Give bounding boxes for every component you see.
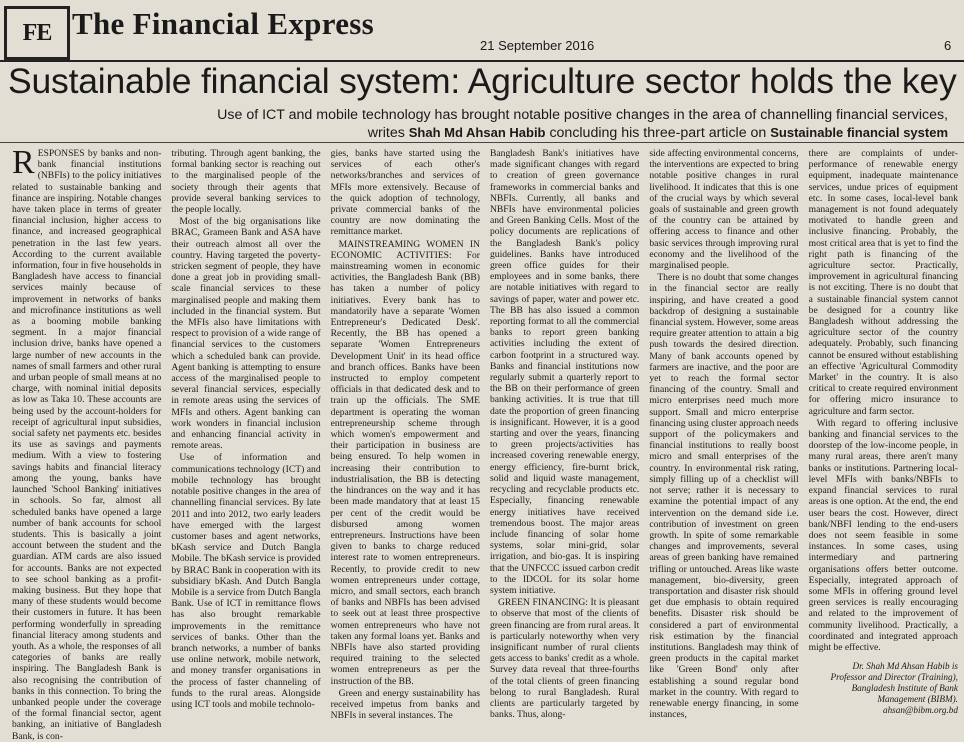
newspaper-name: The Financial Express [72, 6, 374, 41]
article-column [649, 148, 799, 721]
byline-line: ahsan@bibm.org.bd [882, 705, 958, 716]
subhead-pre: writes [367, 125, 409, 141]
article-paragraph: There is no doubt that some changes in the financial sector are really inspiring, and have created a good backdrop of designing a sustainable financial system. However, some areas require greater attention to attain a big push towards the desired direction. Many of bank accounts opened by farmers are inactive, and the poor are yet to reach the formal sector financing of the country. Small and micro enterprises need much more support. Small and micro enterprise financing using cluster approach needs support of the policymakers and financial institutions to really boost micro and small enterprises of the country. In environmental risk rating, simply filling up of a checklist will not serve; rather it is necessary to examine the potential impact of any intervention on the demand side i.e. contribution of investment on green growth. In spite of some remarkable changes and improvements, several areas of green banking have remained trifling or untouched. Areas like waste management, bio-diversity, green transportation and disaster risk should get due emphasis to obtain required benefits. Disaster risk should be considered a part of environmental risk estimation by the financial institutions. Bangladesh may think of green products in the capital market like 'Green Bond' only after establishing a sound regular bond market in the country. With regard to renewable energy financing, in some instances, [649, 272, 799, 721]
article-paragraph: side affecting environmental concerns, the interventions are expected to bring notable positive changes in rural livelihood. It indicates that this is one of the crucial ways by which several goals of sustainable and green growth of the country can be attained by offering access to finance and other basic services through improving rural economy and the livelihood of the marginalised people. [649, 148, 799, 272]
byline-line: Bangladesh Institute of Bank [851, 683, 958, 694]
article-body [12, 144, 958, 742]
subhead-line-1: Use of ICT and mobile technology has brought notable positive changes in the area of channelling financial services, [217, 107, 948, 123]
byline-line: Dr. Shah Md Ahsan Habib is [852, 661, 958, 672]
byline-line: Professor and Director (Training), [830, 672, 958, 683]
article-paragraph: gies, banks have started using the services of each other's networks/branches and services of MFIs more extensively. Because of the quick adoption of technology, private commercial banks of the country are now dominating the remittance market. [330, 148, 480, 238]
author-byline [809, 661, 958, 716]
publication-date: 21 September 2016 [480, 38, 595, 53]
subhead-topic: Sustainable financial system [770, 125, 948, 140]
article-paragraph: With regard to offering inclusive banking and financial services to the doorstep of the low-income people, in many rural areas, there aren't many banks or institutions. Partnering local-level MFIs with banks/NBFIs to expand financial services to rural areas is one option. At the end, the end user bears the cost. However, direct bank/NBFI lending to the end-users does not seem feasible in some instances. In some cases, using intermediary and partnering organisations offers better outcome. Especially, integrated approach of some MFIs in offering ground level green services is really encouraging and related to the improvement of community livelihood. Practically, a coordinated and integrated approach might be effective. [808, 417, 958, 653]
subhead-line-2 [217, 124, 948, 142]
article-subhead [217, 106, 948, 142]
newspaper-logo: FE [4, 6, 70, 60]
subhead-author: Shah Md Ahsan Habib [408, 125, 546, 140]
article-paragraph: GREEN FINANCING: It is pleasant to observe that most of the clients of green financing are from rural areas. It is particularly noteworthy when very insignificant number of rural clients gets access to banks' credit as a whole. Survey data reveal that three-fourths of the total clients of green financing belong to rural Bangladesh. Rural clients are particularly targeted by banks. Thus, along- [489, 597, 640, 721]
article-paragraph: there are complaints of under-performance of renewable energy equipment, inadequate maintenance services, undue prices of equipment etc. In some cases, local-level bank management is not found adequately motivated to handle green and inclusive financing. Probably, the most critical area that is yet to find the right path is financing of the agriculture sector. Practically, improvement in agricultural financing is not exciting. There is no doubt that a sustainable financial system cannot be designed for a country like Bangladesh without addressing the agriculture sector of the country adequately. Probably, such financing cannot be ensured without establishing an effective 'Agricultural Commodity Market' in the country. It is also critical to create required environment for offering micro insurance to agriculture and farm sector. [808, 148, 958, 417]
divider [0, 142, 964, 143]
article-column [330, 148, 480, 722]
article-paragraph: MAINSTREAMING WOMEN IN ECONOMIC ACTIVITIES: For mainstreaming women in economic activities, the Bangladesh Bank (BB) has taken a number of policy initiatives. Every bank has to mandatorily have a separate 'Women Entrepreneur's Dedicated Desk'. Recently, the BB has opened a separate 'Women Entrepreneurs Development Unit' in its head office and branch offices. Banks have been instructed to employ competent officials in that dedicated desk and to train up the officials. The SME department is operating the woman entrepreneurship scheme through which women's empowerment and their participation in business are being ensured. To help women in increasing their contribution to industrialisation, the BB is detecting the hindrances on the way and it has been made mandatory that at least 15 per cent of the credit would be disbursed among women entrepreneurs. Instructions have been given to banks to charge reduced interest rate to women entrepreneurs. Recently, to provide credit to new women entrepreneurs under cottage, micro, and small sectors, each branch of banks and NBFIs has been advised to seek out at least three prospective women entrepreneurs who have not taken any formal loans yet. Banks and NBFIs have also started providing required training to the selected women entrepreneurs as per the instruction of the BB. [330, 238, 480, 687]
page-number: 6 [944, 38, 952, 53]
article-headline: Sustainable financial system: Agriculture sector holds the key [8, 61, 957, 101]
article-paragraph: Most of the big organisations like BRAC, Grameen Bank and ASA have their outreach almost all over the country. Having targeted the poverty-stricken segment of people, they have done a great job in providing small-scale financial services to these marginalised people and making them included in the financial system. But the MFIs also have limitations with respect to provision of a wide range of financial services to the customers which a scheduled bank can provide. Agent banking is attempting to ensure access of the marginalised people to several financial services, especially in remote areas using the services of MFIs and others. Agent banking can work wonders in financial inclusion and enhancing financial activity in remote areas. [171, 216, 321, 452]
article-column [489, 148, 640, 721]
article-paragraph: Bangladesh Bank's initiatives have made significant changes with regard to creation of green governance frameworks in commercial banks and NBFIs. Currently, all banks and NBFIs have environmental policies and Green Banking Cells. Most of the policy documents are replications of the Bangladesh Bank's policy guidelines. Banks have introduced green office guides for their employees and in some banks, there are notable initiatives with regard to savings of paper, water and power etc. The BB has also issued a common reporting format to all the commercial banks to report green banking activities including the extent of carbon footprint in a structured way. Banks and financial institutions now regularly submit a quarterly report to the BB on their performance of green banking activities. It is true that till date the proportion of green financing is insignificant. However, it is a good starting and over the years, financing to green projects/activities has increased covering renewable energy, energy efficiency, fire-burnt brick, solid and liquid waste management, recycling and recyclable products etc. Especially, financing renewable energy initiatives have received tremendous boost. The major areas include financing of solar home systems, solar mini-grid, solar irrigation, and bio-gas. It is inspiring that the UNFCCC issued carbon credit to the IDCOL for its solar home system initiative. [489, 148, 640, 596]
masthead [0, 0, 964, 62]
article-paragraph: tributing. Through agent banking, the formal banking sector is reaching out to the marginalised people of the society through their agents that provide several banking services to the people locally. [171, 148, 321, 216]
drop-cap: R [12, 144, 35, 181]
byline-line: Management (BIBM). [877, 694, 958, 705]
article-column [171, 148, 321, 710]
article-column [808, 148, 958, 716]
subhead-mid: concluding his three-part article on [545, 125, 771, 141]
article-column [12, 144, 162, 742]
article-paragraph: RESPONSES by banks and non-bank financial institutions (NBFIs) to the policy initiatives related to sustainable banking and finance are inspiring. Notable changes have taken place in terms of greater financial inclusion, higher access to finance, and increased geographical penetration in the last few years. According to the current available information, four in five households in Bangladesh have access to financial services mainly because of improvement in networks of banks and microfinance institutions as well as a booming mobile banking segment. In a major financial inclusion drive, banks have opened a large number of new accounts in the names of small farmers and other rural and urban people of small means at no charge, with nominal initial deposits as low as Taka 10. These accounts are being used by the account-holders for receipt of agricultural input subsidies, social safety net payments etc. besides its use as savings and payments medium. With a view to fostering savings habits and financial literacy among the young, banks have launched 'School Banking' initiatives in schools. So far, almost all scheduled banks have opened a large number of bank accounts for school students. This is basically a joint account between the student and the guardian. ATM cards are also issued for accounts. Banks are not expected to see school banking as a profit-making business. But they hope that many of these students would become their customers in future. It has been performing wonderfully in spreading financial literacy among students and youth. As a whole, the responses of all categories of banks are really inspiring. The Bangladesh Bank is also recognising the contribution of banks in this connection. To bring the unbanked people under the coverage of the formal financial sector, agent banking, an initiative of Bangladesh Bank, is con- [12, 144, 162, 742]
article-paragraph: Green and energy sustainability has received impetus from banks and NBFIs in several instances. The [330, 687, 480, 722]
article-paragraph: Use of information and communications technology (ICT) and mobile technology has brought notable positive changes in the area of channelling financial services. By late 2011 and into 2012, two early leaders have emerged with the largest customer bases and agent networks, bKash service and Dutch Bangla Mobile. The bKash service is provided by BRAC Bank in cooperation with its subsidiary bKash. And Dutch Bangla Mobile is a service from Dutch Bangla Bank. Use of ICT in remittance flows has also brought remarkable improvements in the remittance services of banks. Other than the branch networks, a number of banks use online network, mobile network, and money transfer organisations in the process of faster channeling of funds to the rural areas. Alongside using ICT tools and mobile technolo- [171, 452, 321, 710]
